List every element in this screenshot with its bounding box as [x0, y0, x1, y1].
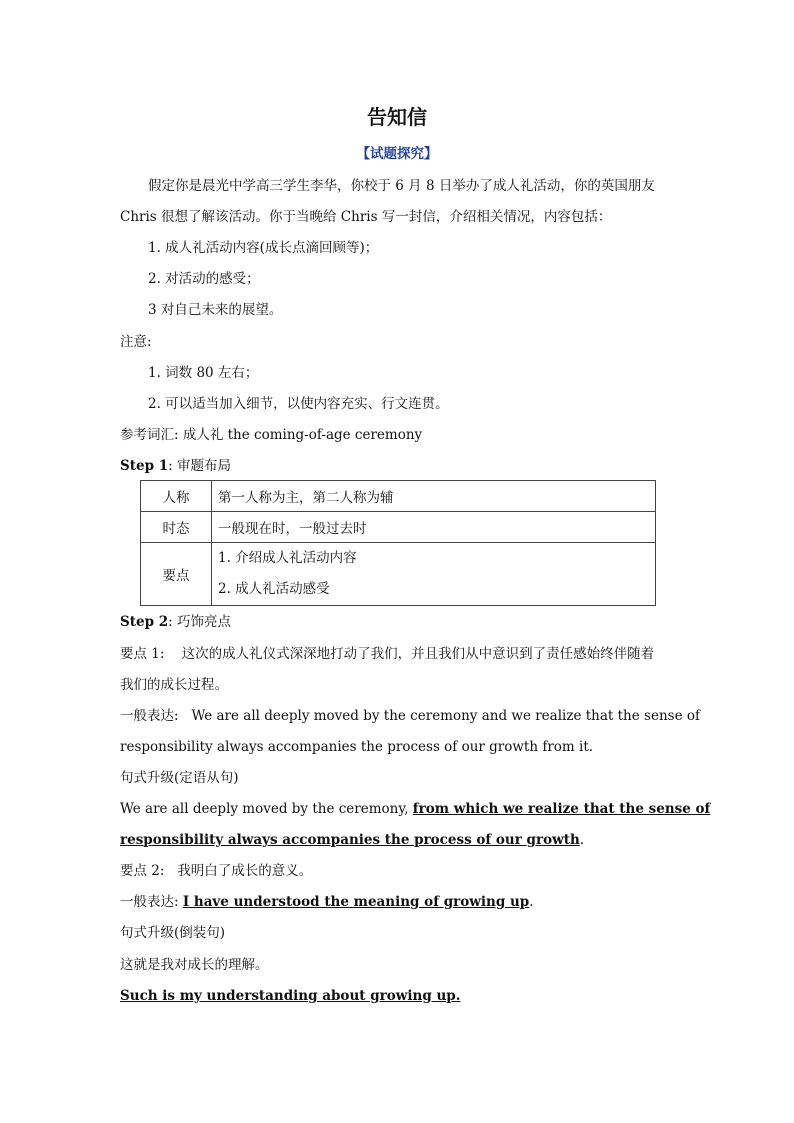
- point1-upgrade-line-1: [120, 799, 711, 819]
- prompt-line-1: 假定你是晨光中学高三学生李华，你校于 6 月 8 日举办了成人礼活动，你的英国朋友: [148, 178, 655, 194]
- prompt-item-3: 3 对自己未来的展望。: [148, 302, 283, 318]
- table-cell-tense-value: 一般现在时，一般过去时: [212, 512, 656, 543]
- point2-general-end: .: [529, 894, 534, 910]
- page-title: 告知信: [367, 105, 427, 129]
- prompt-line-2: Chris 很想了解该活动。你于当晚给 Chris 写一封信，介绍相关情况，内容包括：: [120, 209, 612, 225]
- point2-upgrade-en: [120, 986, 460, 1006]
- point1-upgrade-label: 句式升级(定语从句): [120, 770, 239, 786]
- point1-general-text-1: We are all deeply moved by the ceremony and we realize that the sense of: [191, 708, 700, 724]
- point1-upgrade-bold-1: from which we realize that the sense of: [412, 801, 711, 817]
- point1-upgrade-bold-2: responsibility always accompanies the process of our growth: [120, 832, 580, 848]
- point1-general-label: 一般表达:: [120, 708, 179, 724]
- point2-text: 我明白了成长的意义。: [177, 863, 313, 879]
- table-point-1: 1. 介绍成人礼活动内容: [218, 550, 357, 566]
- table-cell-tense-head: 时态: [141, 512, 212, 543]
- point1-upgrade-line-2: [120, 830, 584, 850]
- point2-upgrade-label: 句式升级(倒装句): [120, 925, 226, 941]
- point2-upgrade-en-text: Such is my understanding about growing up.: [120, 988, 461, 1004]
- section-subtitle: 【试题探究】: [356, 146, 438, 162]
- table-cell-points-value: [212, 543, 656, 606]
- point1-text-1: 这次的成人礼仪式深深地打动了我们，并且我们从中意识到了责任感始终伴随着: [181, 646, 655, 662]
- prompt-item-2: 2. 对活动的感受；: [148, 271, 260, 287]
- table-cell-person-head: 人称: [141, 481, 212, 512]
- point2-label: 要点 2:: [120, 863, 165, 879]
- table-row: [141, 481, 656, 512]
- step1-label: Step 1: [120, 458, 169, 474]
- point2-general-text: I have understood the meaning of growing up: [182, 894, 530, 910]
- point2-line: [120, 861, 312, 881]
- step2-label: Step 2: [120, 614, 169, 630]
- step2-heading: [120, 612, 231, 632]
- table-cell-points-head: 要点: [141, 543, 212, 606]
- table-row: [141, 543, 656, 606]
- point1-label: 要点 1:: [120, 646, 165, 662]
- point1-text-2: 我们的成长过程。: [120, 677, 228, 693]
- step2-text: : 巧饰亮点: [168, 614, 231, 630]
- step1-heading: [120, 456, 231, 476]
- point1-upgrade-plain: We are all deeply moved by the ceremony,: [120, 801, 409, 817]
- point1-line-1: [120, 644, 654, 664]
- point2-general-line: [120, 892, 534, 912]
- notes-item-2: 2. 可以适当加入细节，以使内容充实、行文连贯。: [148, 396, 449, 412]
- point1-upgrade-end: .: [579, 832, 585, 848]
- table-row: [141, 512, 656, 543]
- table-cell-person-value: 第一人称为主，第二人称为辅: [212, 481, 656, 512]
- step1-text: : 审题布局: [168, 458, 231, 474]
- table-point-2: 2. 成人礼活动感受: [218, 581, 330, 597]
- layout-table: [140, 480, 656, 606]
- point2-upgrade-cn: 这就是我对成长的理解。: [120, 957, 269, 973]
- prompt-item-1: 1. 成人礼活动内容(成长点滴回顾等)；: [148, 240, 379, 256]
- notes-label: 注意:: [120, 334, 152, 350]
- point1-general-line-1: [120, 706, 700, 726]
- notes-item-1: 1. 词数 80 左右；: [148, 365, 259, 381]
- vocab-line: 参考词汇: 成人礼 the coming-of-age ceremony: [120, 427, 423, 443]
- point1-general-text-2: responsibility always accompanies the process of our growth from it.: [120, 739, 594, 755]
- point2-general-label: 一般表达:: [120, 894, 179, 910]
